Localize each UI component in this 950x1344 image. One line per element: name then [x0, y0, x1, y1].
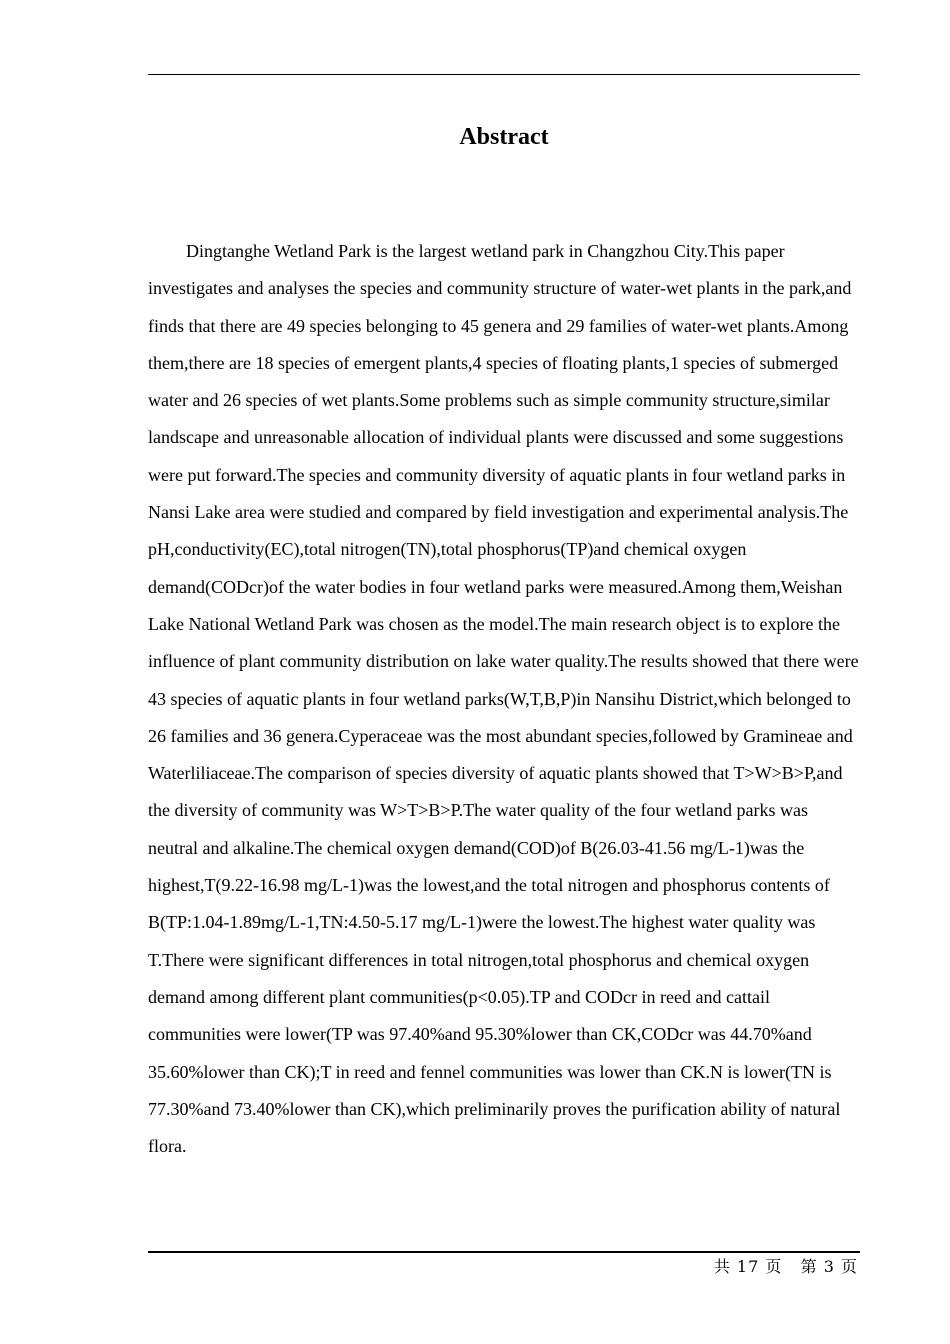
header-rule — [148, 74, 860, 75]
page-number: 共 17 页 第 3 页 — [713, 1257, 858, 1276]
footer-rule — [148, 1251, 860, 1253]
abstract-title: Abstract — [459, 124, 549, 150]
abstract-body: Dingtanghe Wetland Park is the largest wetland park in Changzhou City.This paper investigates and analyses the species and community structure of water-wet plants in the park,and finds that there are 49 species belonging to 45 genera and 29 families of water-wet plants.Among them,there are 18 species of emergent plants,4 species of floating plants,1 species of submerged water and 26 species of wet plants.Some problems such as simple community structure,similar landscape and unreasonable allocation of individual plants were discussed and some suggestions were put forward.The species and community diversity of aquatic plants in four wetland parks in Nansi Lake area were studied and compared by field investigation and experimental analysis.The pH,conductivity(EC),total nitrogen(TN),total phosphorus(TP)and chemical oxygen demand(CODcr)of the water bodies in four wetland parks were measured.Among them,Weishan Lake National Wetland Park was chosen as the model.The main research object is to explore the influence of plant community distribution on lake water quality.The results showed that there were 43 species of aquatic plants in four wetland parks(W,T,B,P)in Nansihu District,which belonged to 26 families and 36 genera.Cyperaceae was the most abundant species,followed by Gramineae and Waterliliaceae.The comparison of species diversity of aquatic plants showed that T>W>B>P,and the diversity of community was W>T>B>P.The water quality of the four wetland parks was neutral and alkaline.The chemical oxygen demand(COD)of B(26.03-41.56 mg/L-1)was the highest,T(9.22-16.98 mg/L-1)was the lowest,and the total nitrogen and phosphorus contents of B(TP:1.04-1.89mg/L-1,TN:4.50-5.17 mg/L-1)were the lowest.The highest water quality was T.There were significant differences in total nitrogen,total phosphorus and chemical oxygen demand among different plant communities(p<0.05).TP and CODcr in reed and cattail communities were lower(TP was 97.40%and 95.30%lower than CK,CODcr was 44.70%and 35.60%lower than CK);T in reed and fennel communities was lower than CK.N is lower(TN is 77.30%and 73.40%lower than CK),which preliminarily proves the purification ability of natural flora. — [148, 241, 859, 1157]
